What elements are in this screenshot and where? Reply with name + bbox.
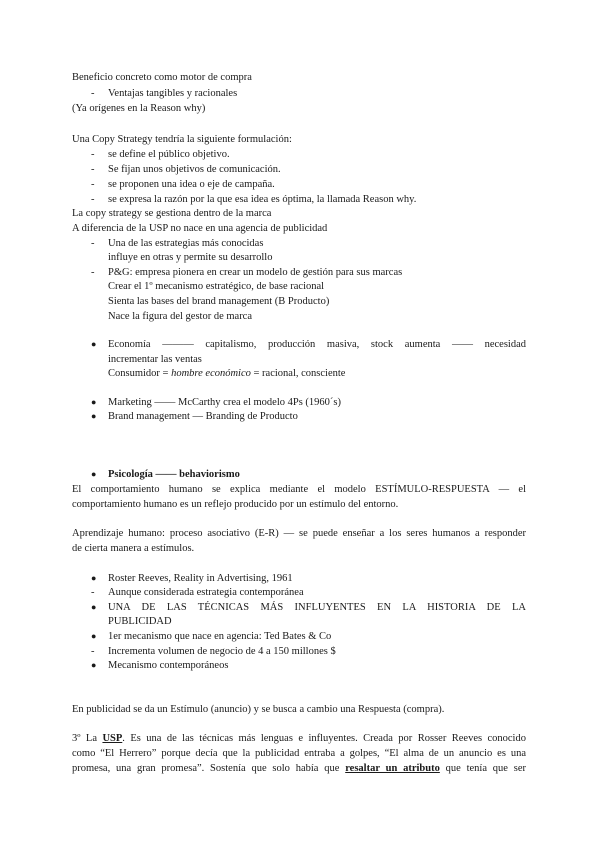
- consumer-emphasis: hombre económico: [171, 368, 251, 379]
- list-item: se expresa la razón por la que esa idea es óptima, la llamada Reason why.: [108, 194, 417, 205]
- usp-line: [72, 731, 526, 746]
- bullet-dot: ●: [91, 602, 97, 612]
- list-item-continuation: Nace la figura del gestor de marca: [108, 311, 253, 322]
- copy-strategy-intro: Una Copy Strategy tendría la siguiente formulación:: [72, 134, 292, 145]
- paragraph-line: como “El Herrero” porque decía que la publicidad entraba a golpes, “El alma de un anuncio es una: [72, 748, 526, 759]
- list-item: 1er mecanismo que nace en agencia: Ted Bates & Co: [108, 631, 332, 642]
- dash-bullet: -: [91, 164, 95, 175]
- brand-line: Brand management — Branding de Producto: [108, 411, 298, 422]
- consumer-line: [108, 366, 345, 381]
- psychology-bold: Psicología —— behaviorismo: [108, 469, 240, 480]
- paragraph-line: El comportamiento humano se explica mediante el modelo ESTÍMULO-RESPUESTA — el: [72, 484, 526, 495]
- benefit-heading: Beneficio concreto como motor de compra: [72, 72, 252, 83]
- text-line: La copy strategy se gestiona dentro de la marca: [72, 208, 272, 219]
- note-line: (Ya orígenes en la Reason why): [72, 103, 206, 114]
- list-item: Una de las estrategias más conocidas: [108, 238, 264, 249]
- text-line: A diferencia de la USP no nace en una agencia de publicidad: [72, 223, 328, 234]
- list-item: Aunque considerada estrategia contemporánea: [108, 587, 304, 598]
- bullet-dot: ●: [91, 573, 97, 583]
- dash-bullet: -: [91, 267, 95, 278]
- paragraph-line: comportamiento humano es un reflejo producido por un estímulo del entorno.: [72, 499, 399, 510]
- list-item-continuation: Crear el 1º mecanismo estratégico, de base racional: [108, 281, 325, 292]
- bullet-dot: ●: [91, 631, 97, 641]
- usp-pre: promesa, una gran promesa”. Sostenía que solo había que: [72, 763, 346, 774]
- dash-bullet: -: [91, 194, 95, 205]
- paragraph-line: En publicidad se da un Estímulo (anuncio) y se busca a cambio una Respuesta (compra).: [72, 704, 445, 715]
- economy-continuation: incrementar las ventas: [108, 354, 202, 365]
- economy-line: Economía ——— capitalismo, producción masiva, stock aumenta —— necesidad: [108, 339, 526, 350]
- list-item: Mecanismo contemporáneos: [108, 660, 229, 671]
- list-item: se proponen una idea o eje de campaña.: [108, 179, 275, 190]
- usp-last-line: [72, 761, 526, 776]
- list-item-continuation: influye en otras y permite su desarrollo: [108, 252, 273, 263]
- usp-number: 3º La: [72, 733, 103, 744]
- marketing-line: Marketing —— McCarthy crea el modelo 4Ps (1960´s): [108, 397, 341, 408]
- usp-bold-attribute: resaltar un atributo: [345, 763, 440, 774]
- paragraph-line: Aprendizaje humano: proceso asociativo (E-R) — se puede enseñar a los seres humanos a responder: [72, 528, 526, 539]
- list-item: Ventajas tangibles y racionales: [108, 88, 238, 99]
- caps-continuation: PUBLICIDAD: [108, 616, 172, 627]
- list-item-continuation: Sienta las bases del brand management (B Producto): [108, 296, 330, 307]
- bullet-dot: ●: [91, 397, 97, 407]
- usp-rest: . Es una de las técnicas más lenguas e influyentes. Creada por Rosser Reeves conocido: [122, 733, 526, 744]
- dash-bullet: -: [91, 238, 95, 249]
- usp-term: USP: [102, 733, 123, 744]
- bullet-dot: ●: [91, 411, 97, 421]
- dash-bullet: -: [91, 149, 95, 160]
- consumer-suffix: = racional, consciente: [250, 368, 346, 379]
- list-item: se define el público objetivo.: [108, 149, 230, 160]
- list-item: Roster Reeves, Reality in Advertising, 1961: [108, 573, 293, 584]
- list-item: Se fijan unos objetivos de comunicación.: [108, 164, 281, 175]
- paragraph-line: de cierta manera a estímulos.: [72, 543, 195, 554]
- bullet-dot: ●: [91, 339, 97, 349]
- bullet-dot: ●: [91, 660, 97, 670]
- consumer-prefix: Consumidor =: [108, 368, 172, 379]
- usp-post: que tenía que ser: [439, 763, 527, 774]
- list-item: Incrementa volumen de negocio de 4 a 150 millones $: [108, 646, 336, 657]
- psychology-heading: [108, 467, 240, 482]
- dash-bullet: -: [91, 179, 95, 190]
- dash-bullet: -: [91, 587, 95, 598]
- list-item: P&G: empresa pionera en crear un modelo de gestión para sus marcas: [108, 267, 403, 278]
- caps-line: UNA DE LAS TÉCNICAS MÁS INFLUYENTES EN LA HISTORIA DE LA: [108, 602, 526, 613]
- dash-bullet: -: [91, 646, 95, 657]
- bullet-dot: ●: [91, 469, 97, 479]
- dash-bullet: -: [91, 88, 95, 99]
